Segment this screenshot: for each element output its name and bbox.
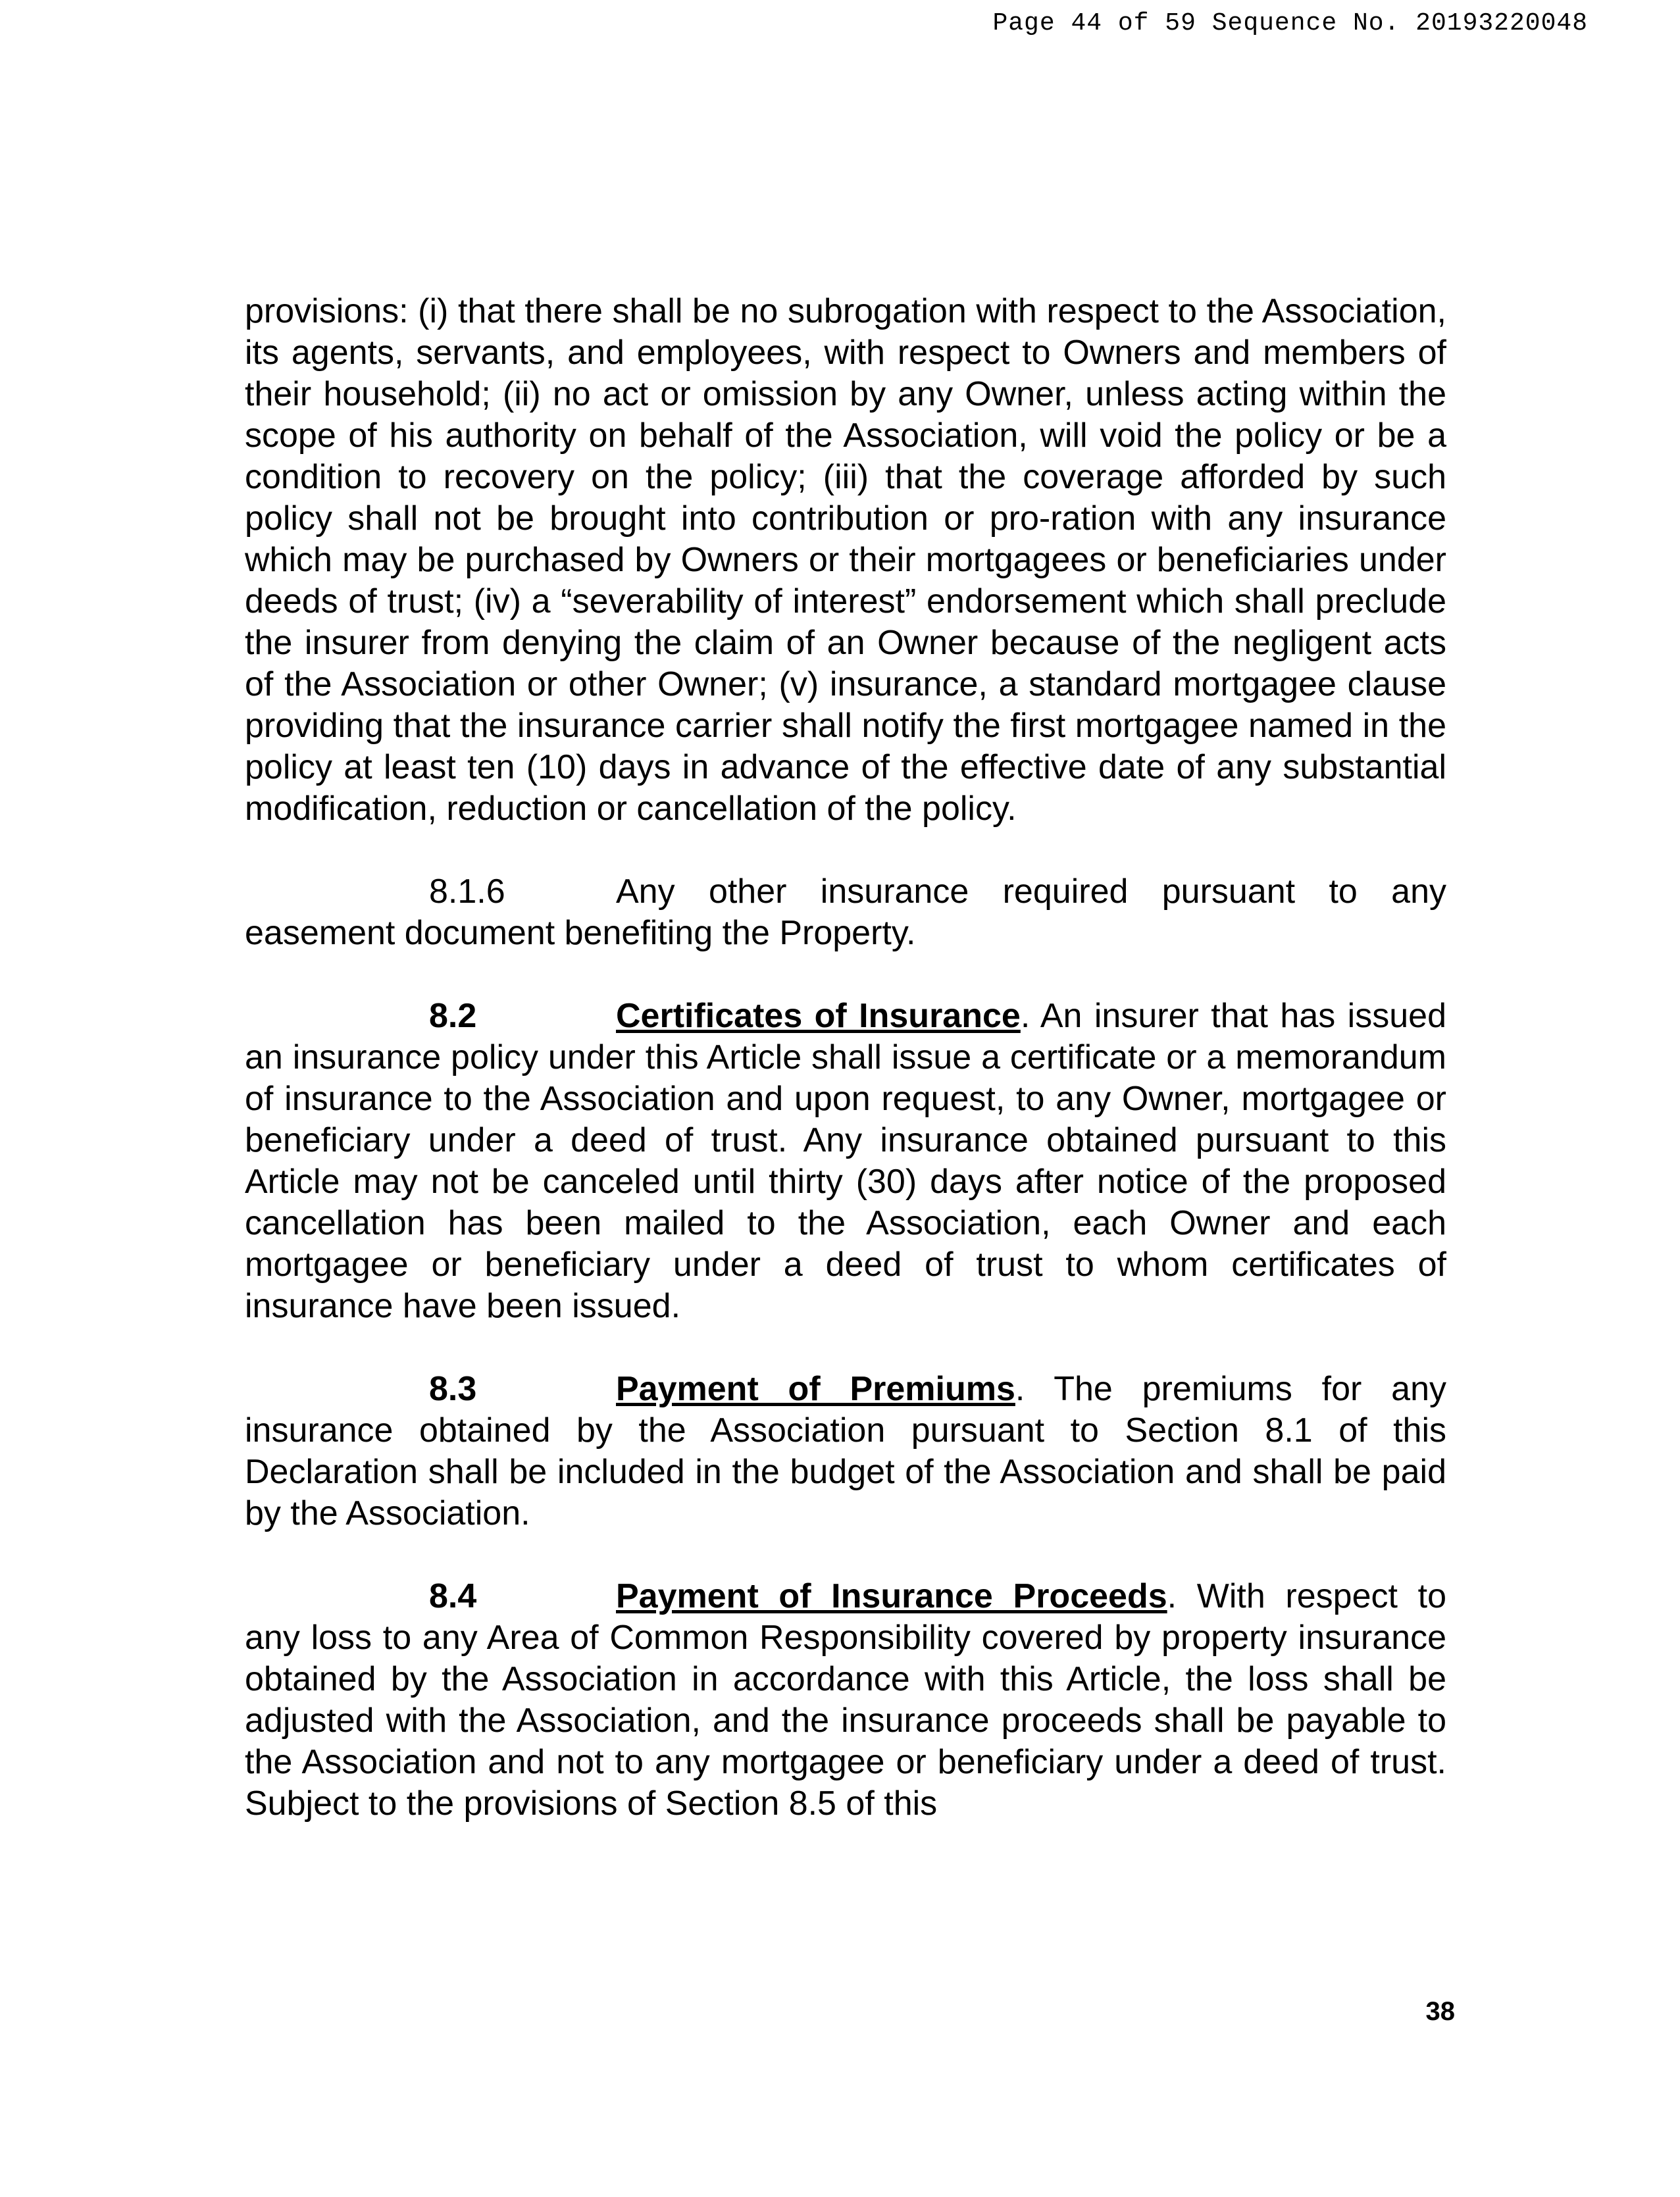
section-8-1-6 <box>245 871 1446 954</box>
paragraph-text: provisions: (i) that there shall be no subrogation with respect to the Association, its agents, servants, and employees, with respect to Owners and members of their household; (ii) no act or omission by any Owner, unless acting within the scope of his authority on behalf of the Association, will void the policy or be a condition to recovery on the policy; (iii) that the coverage afforded by such policy shall not be brought into contribution or pro-ration with any insurance which may be purchased by Owners or their mortgagees or beneficiaries under deeds of trust; (iv) a “severability of interest” endorsement which shall preclude the insurer from denying the claim of an Owner because of the negligent acts of the Association or other Owner; (v) insurance, a standard mortgagee clause providing that the insurance carrier shall notify the first mortgagee named in the policy at least ten (10) days in advance of the effective date of any substantial modification, reduction or cancellation of the policy. <box>245 292 1446 828</box>
section-number: 8.4 <box>429 1577 477 1615</box>
section-number: 8.2 <box>429 997 477 1035</box>
section-text: . With respect to any loss to any Area of Common Responsibility covered by property insurance obtained by the Association in accordance with this Article, the loss shall be adjusted with the Association, and the insurance proceeds shall be payable to the Association and not to any mortgagee or beneficiary under a deed of trust. Subject to the provisions of Section 8.5 of this <box>245 1577 1446 1823</box>
section-8-2 <box>245 996 1446 1327</box>
page-number: 38 <box>1425 1997 1455 2026</box>
paragraph-provisions <box>245 291 1446 830</box>
section-8-4 <box>245 1576 1446 1825</box>
section-number: 8.3 <box>429 1370 477 1408</box>
section-8-3 <box>245 1369 1446 1534</box>
section-text: . An insurer that has issued an insurance policy under this Article shall issue a certificate or a memorandum of insurance to the Association and upon request, to any Owner, mortgagee or beneficiary under a deed of trust. Any insurance obtained pursuant to this Article may not be canceled until thirty (30) days after notice of the proposed cancellation has been mailed to the Association, each Owner and each mortgagee or beneficiary under a deed of trust to whom certificates of insurance have been issued. <box>245 997 1446 1325</box>
section-heading: Certificates of Insurance <box>616 997 1021 1035</box>
page-header: Page 44 of 59 Sequence No. 20193220048 <box>992 9 1588 38</box>
section-heading: Payment of Insurance Proceeds <box>616 1577 1167 1615</box>
section-number: 8.1.6 <box>429 872 505 911</box>
section-text: . The premiums for any insurance obtained by the Association pursuant to Section 8.1 of this Declaration shall be included in the budget of the Association and shall be paid by the Association. <box>245 1370 1446 1532</box>
section-heading: Payment of Premiums <box>616 1370 1015 1408</box>
document-body <box>245 291 1446 1825</box>
section-text: Any other insurance required pursuant to any easement document benefiting the Property. <box>245 872 1446 952</box>
